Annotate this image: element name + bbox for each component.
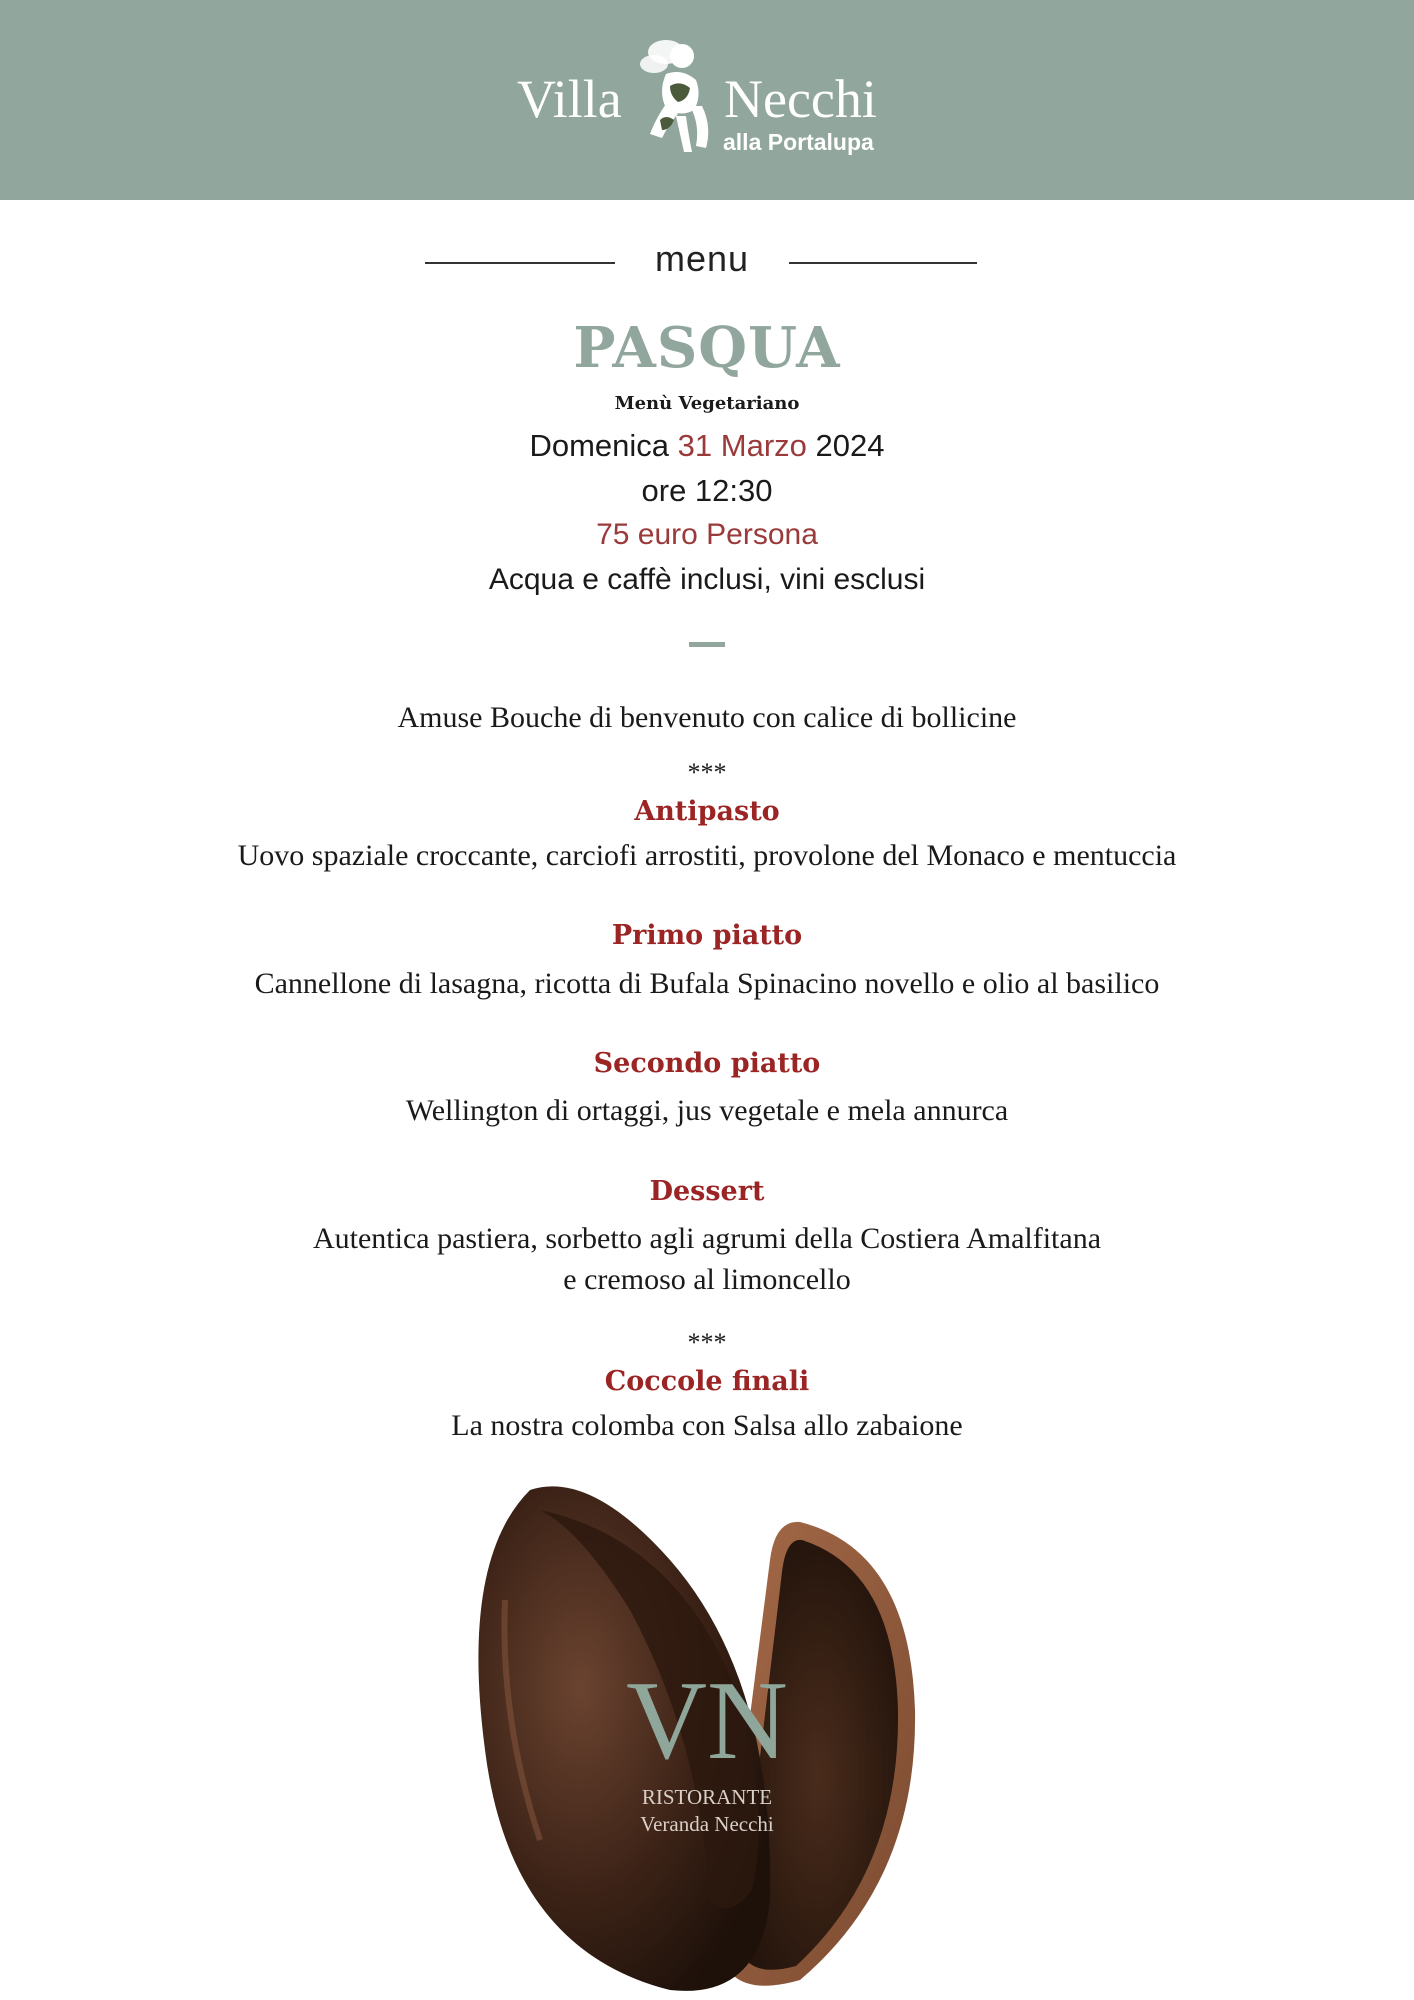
course-description: Wellington di ortaggi, jus vegetale e mela annurca	[405, 1094, 1009, 1127]
course-description: Uovo spaziale croccante, carciofi arrostiti, provolone del Monaco e mentuccia	[237, 839, 1177, 872]
welcome-text: Amuse Bouche di benvenuto con calice di bollicine	[397, 701, 1017, 734]
event-included: Acqua e caffè inclusi, vini esclusi	[488, 563, 926, 596]
logo-villa-text: Villa	[517, 69, 622, 129]
divider-right	[789, 262, 977, 264]
course-description: La nostra colomba con Salsa allo zabaione	[451, 1409, 963, 1442]
logo-subtitle: alla Portalupa	[723, 129, 874, 155]
event-date	[0, 428, 1414, 464]
logo-necchi-text: Necchi	[724, 69, 877, 129]
separator-stars: ***	[687, 1328, 727, 1357]
event-title: PASQUA	[573, 315, 841, 381]
veranda-necchi-label: Veranda Necchi	[640, 1812, 774, 1836]
event-subtitle: Menù Vegetariano	[614, 393, 800, 414]
course-description: Cannellone di lasagna, ricotta di Bufala Spinacino novello e olio al basilico	[254, 967, 1160, 1000]
event-price: 75 euro Persona	[596, 518, 818, 551]
course-name: Coccole finali	[604, 1366, 810, 1397]
divider-left	[425, 262, 615, 264]
course-description: Autentica pastiera, sorbetto agli agrumi della Costiera Amalfitana	[312, 1222, 1102, 1255]
separator-stars: ***	[687, 758, 727, 787]
header-banner	[0, 0, 1414, 200]
date-year: 2024	[815, 428, 885, 463]
menu-label: menu	[654, 238, 750, 279]
vn-monogram: VN	[626, 1659, 788, 1783]
menu-heading	[0, 238, 1414, 288]
villa-necchi-logo	[0, 0, 1414, 200]
date-prefix: Domenica	[529, 428, 670, 463]
date-highlight: 31 Marzo	[677, 428, 807, 463]
section-dash	[689, 642, 725, 647]
event-time: ore 12:30	[641, 473, 773, 508]
course-name: Dessert	[649, 1176, 765, 1207]
course-description: e cremoso al limoncello	[563, 1263, 851, 1296]
ristorante-label: RISTORANTE	[641, 1785, 773, 1809]
course-name: Secondo piatto	[593, 1048, 821, 1079]
course-name: Antipasto	[634, 796, 780, 827]
course-name: Primo piatto	[611, 920, 803, 951]
cherub-logo-icon	[636, 34, 718, 156]
